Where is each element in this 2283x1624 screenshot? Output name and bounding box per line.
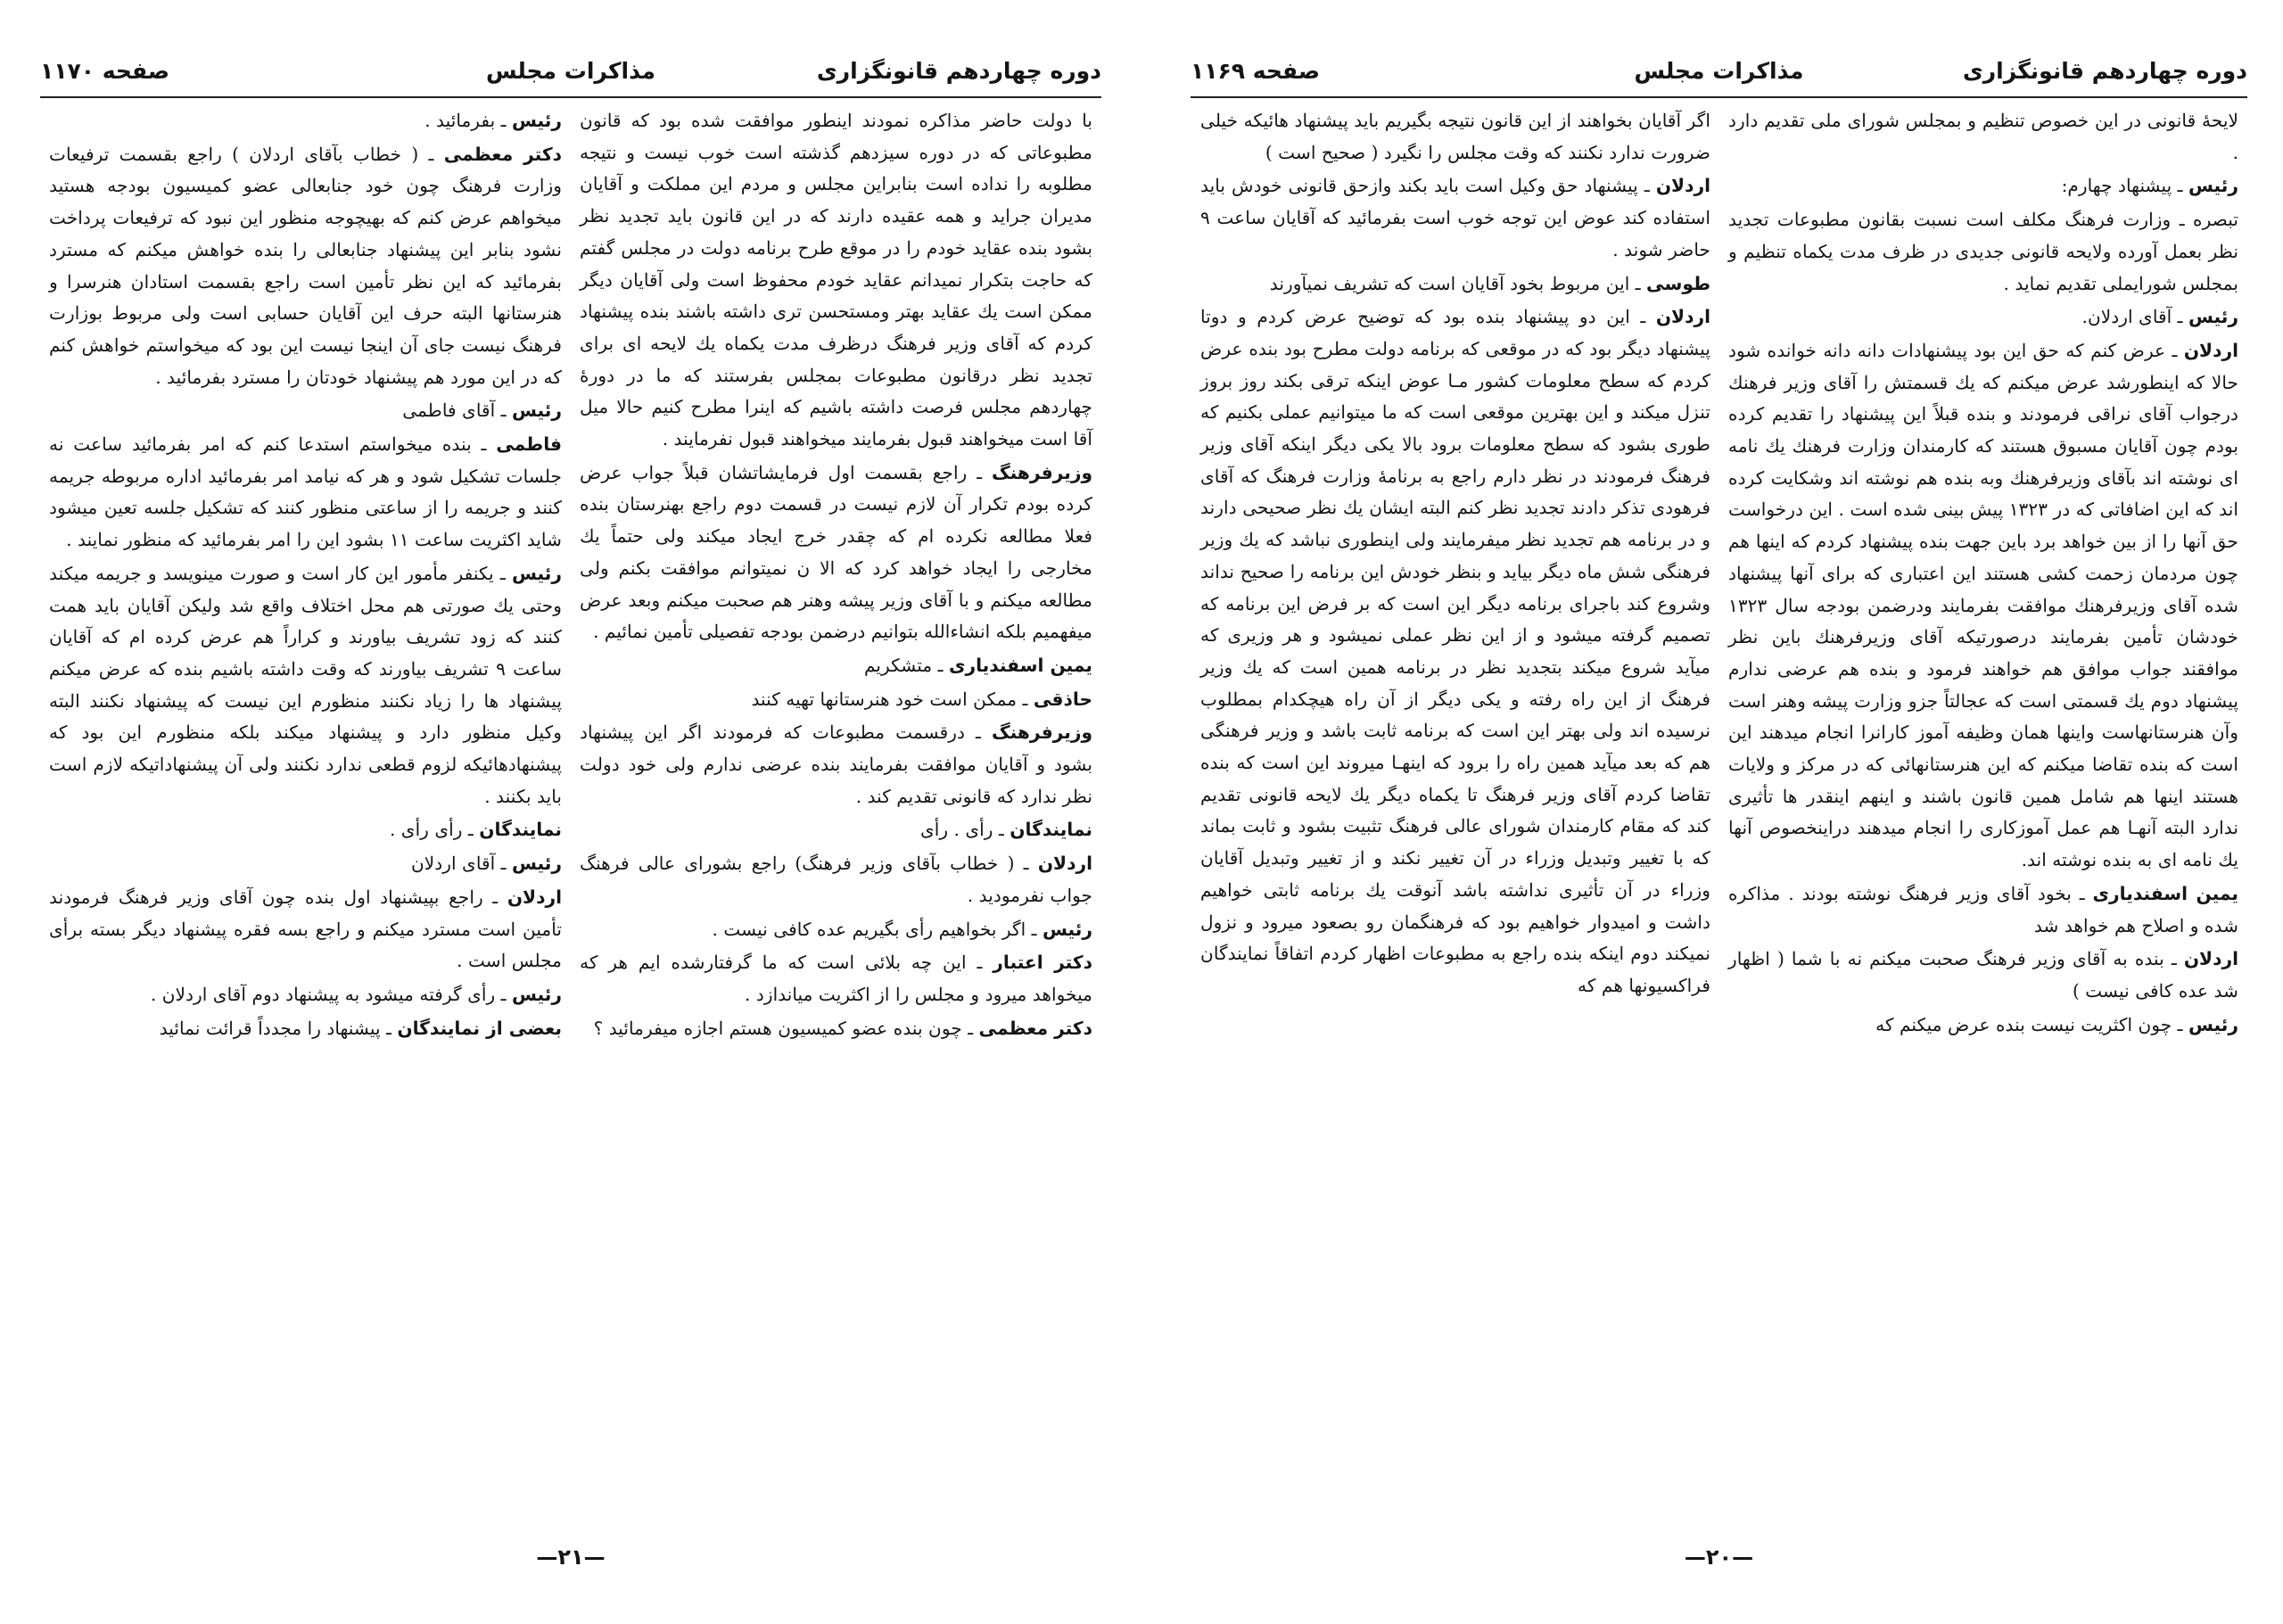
speech-text: ـ این مربوط بخود آقایان است که تشریف نمیآورند <box>1269 272 1647 294</box>
paragraph <box>580 1013 1092 1045</box>
folio: —۲۱— <box>536 1545 606 1570</box>
column-left <box>1191 105 1719 1507</box>
speaker-name: دکتر معظمی <box>443 143 562 165</box>
text-columns <box>1191 105 2247 1507</box>
speech-text: ـ بنده به آقای وزیر فرهنگ صحبت میکنم نه با شما ( اظهار شد عده کافی نیست ) <box>1728 948 2238 1002</box>
speech-text: ـ آقای اردلان <box>410 853 513 875</box>
speech-text: ـ رأی . رأی <box>919 819 1010 841</box>
journal-title: مذاکرات مجلس <box>1634 57 1804 84</box>
speech-text: ـ آقای فاطمی <box>402 400 513 422</box>
speaker-name: یمین اسفندیاری <box>948 654 1092 676</box>
speaker-name: رئیس <box>512 110 562 131</box>
speech-text: تبصره ـ وزارت فرهنگ مکلف است نسبت بقانون مطبوعات تجدید نظر بعمل آورده ولایحه قانونی جدیدی در ظرف مدت یکماه تنظیم و بمجلس شورایملی تقدیم نماید . <box>1728 209 2238 294</box>
speech-text: ـ ممکن است خود هنرستانها تهیه کنند <box>751 688 1034 710</box>
speech-text: ـ ( خطاب بآقای وزیر فرهنگ) راجع بشورای عالی فرهنگ جواب نفرمودید . <box>580 853 1092 906</box>
speaker-name: رئیس <box>2188 306 2238 328</box>
speaker-name: رئیس <box>2188 1013 2238 1035</box>
page-left <box>40 45 1101 1570</box>
paragraph <box>1200 268 1710 301</box>
paragraph <box>1728 170 2238 202</box>
speech-text: اگر آقایان بخواهند از این قانون نتیجه بگیریم باید پیشنهاد هائیکه خیلی ضرورت ندارد نکنند که وقت مجلس را نگیرد ( صحیح است ) <box>1200 110 1710 163</box>
speaker-name: رئیس <box>2188 175 2238 197</box>
paragraph <box>580 105 1092 456</box>
paragraph <box>1728 204 2238 300</box>
speech-text: ـ متشکریم <box>863 654 949 676</box>
speech-text: ـ این دو پیشنهاد بنده بود که توضیح عرض کردم و دوتا پیشنهاد دیگر بود که در موقعی که برنامه دولت مطرح بود بنده عرض کردم که سطح معلومات کشور مـا عوض اینکه ترقی بکند روز بروز تنزل میکند و این بهترین موقعی است که ما میتوانیم عملی بکنیم که طوری بشود که سطح معلومات برود بالا یکی دیگر اینکه آقای وزیر فرهنگ فرمودند در نظر دارم راجع به برنامهٔ وزارت فرهنگ که آقای فرهودی تذکر دادند تجدید نظر کنم البته ایشان یك نظر صحیحی دارند و در برنامه هم تجدید نظر میفرمایند ولی اینطوری نباشد که یك وزیر فرهنگی شش ماه دیگر بیاید و بنظر خودش این برنامه را صحیح نداند وشروع کند باجرای برنامه دیگر این است که بر فرض این برنامه که تصمیم گرفته میشود و از این نظر عملی نمیشود و هر وزیری که میآید شروع میکند بتجدید نظر در برنامه همین است که یك وزیر فرهنگ از این راه رفته و یکی دیگر از آن راه هیچکدام بمطلوب نرسیده اند ولی بهتر این است که برنامه ثابت باشد و وزیر فرهنگی هم که بعد میآید همین راه را برود که اینهـا میروند این است که بنده تقاضا کردم آقای وزیر فرهنگ تا یکماه دیگر یك لایحه قانونی تقدیم کند که مقام کارمندان شورای عالی فرهنگ تثبیت بشود و ثابت بماند که با تغییر وتبدیل وزراء در آن تغییر نکند و از تغییر وتبدیل آقایان وزراء در آن تأثیری نداشته باشد آنوقت یك برنامه ثابتی خواهیم داشت و امیدوار خواهیم بود که فرهنگمان رو بصعود میرود و نزول نمیکند دوم اینکه بنده راجع به مطبوعات اظهار کردم اتفاقاً نمایندگان فراکسیونها هم که <box>1200 306 1710 996</box>
paragraph <box>580 848 1092 911</box>
paragraph <box>1728 878 2238 942</box>
speaker-name: بعضی از نمایندگان <box>397 1017 562 1039</box>
speech-text: ـ بنده میخواستم استدعا کنم که امر بفرمائید ساعت نه جلسات تشکیل شود و هر که نیامد امر بفرمائید اداره مربوطه جریمه کنند و جریمه را از ساعتی منظور کنند که تشکیل جلسه تعین میشود شاید اکثریت ساعت ۱۱ بشود این را امر بفرمائید که منظور نمایند . <box>49 433 562 551</box>
paragraph <box>580 814 1092 846</box>
speaker-name: اردلان <box>2183 339 2238 361</box>
speech-text: ـ چون بنده عضو کمیسیون هستم اجازه میفرمائید ؟ <box>593 1017 979 1039</box>
paragraph <box>1728 105 2238 169</box>
speech-text: ـ یکنفر مأمور این کار است و صورت مینویسد و جریمه میکند وحتی یك صورتی هم محل اختلاف واقع شد ولیکن آقایان باید همت کنند که زود تشریف بیاورند و کراراً هم عرض کرده ام که آقایان ساعت ۹ تشریف بیاورند که وقت داشته باشیم بنده که عرض میکنم پیشنهاد ها را زیاد نکنند منظورم این نیست که پیشنهاد نکنند البته وکیل منظور دارد و پیشنهاد میکند بلکه منظورم این بود که پیشنهادهائیکه لزوم قطعی ندارد نکنند ولی آن پیشنهاداتیکه لازم است باید بکنند . <box>49 562 562 807</box>
speech-text: با دولت حاضر مذاکره نمودند اینطور موافقت شده بود که قانون مطبوعاتی که در دوره سیزدهم گذشته است خوب نیست و نتیجه مطلوبه را نداده است بنابراین مجلس و مردم این مملکت و آقایان مدیران جراید و همه عقیده دارند که در این قانون باید تجدید نظر بشود بنده عقاید خودم را در موقع طرح برنامه دولت در مجلس گفتم که حاجت بتکرار نمیدانم عقاید خودم محفوظ است ولی آقایان دیگر ممکن است یك عقاید بهتر ومستحسن تری داشته باشند بنده پیشنهاد کردم که آقای وزیر فرهنگ درظرف مدت یکماه یك لایحه ای برای تجدید نظر درقانون مطبوعات بمجلس بفرستند که ما در دورهٔ چهاردهم مجلس فرصت داشته باشیم که اینرا مطرح کنیم حالا میل آقا است میخواهند قبول بفرمایند میخواهند قبول نفرمایند . <box>580 110 1092 450</box>
paragraph <box>580 684 1092 716</box>
speech-text: ـ آقای اردلان. <box>2081 306 2189 328</box>
speaker-name: وزیرفرهنگ <box>992 721 1092 744</box>
speaker-name: اردلان <box>2183 948 2238 970</box>
paragraph <box>49 429 562 556</box>
speech-text: ـ پیشنهاد حق وکیل است باید بکند وازحق قانونی خودش باید استفاده کند عوض این توجه خوب است بفرمائید که آقایان ساعت ۹ حاضر شوند . <box>1200 175 1710 260</box>
period-label: دوره چهاردهم قانونگزاری <box>816 57 1101 84</box>
speaker-name: اردلان <box>1037 853 1092 875</box>
column-right <box>1719 105 2247 1507</box>
paragraph <box>49 558 562 813</box>
page-number-label: صفحه ۱۱۷۰ <box>40 57 170 84</box>
speaker-name: نمایندگان <box>479 819 562 841</box>
paragraph <box>1728 944 2238 1007</box>
speech-text: ـ بفرمائید . <box>424 110 513 131</box>
paragraph <box>1728 1010 2238 1042</box>
paragraph <box>580 914 1092 946</box>
paragraph <box>1200 170 1710 266</box>
paragraph <box>49 848 562 880</box>
page-right <box>1191 45 2247 1570</box>
speaker-name: یمین اسفندیاری <box>2092 882 2238 904</box>
speech-text: ـ راجع بپیشنهاد اول بنده چون آقای وزیر فرهنگ فرمودند تأمین است مسترد میکنم و راجع بسه فقره پیشنهاد دیگر بسته برأی مجلس است . <box>49 886 562 972</box>
paragraph <box>1728 301 2238 334</box>
paragraph <box>49 979 562 1011</box>
speech-text: لایحهٔ قانونی در این خصوص تنظیم و بمجلس شورای ملی تقدیم دارد . <box>1728 110 2238 163</box>
paragraph <box>49 1013 562 1045</box>
column-left <box>40 105 571 1507</box>
period-label: دوره چهاردهم قانونگزاری <box>1962 57 2247 84</box>
paragraph <box>49 139 562 394</box>
page-number-label: صفحه ۱۱۶۹ <box>1191 57 1321 84</box>
page-header <box>40 45 1101 98</box>
paragraph <box>580 650 1092 682</box>
paragraph <box>49 395 562 427</box>
speech-text: ـ درقسمت مطبوعات که فرمودند اگر این پیشنهاد بشود و آقایان موافقت بفرمایند بنده عرضی ندارم ولی خود دولت نظر ندارد که قانونی تقدیم کند . <box>580 721 1092 807</box>
speaker-name: اردلان <box>1655 306 1710 328</box>
speaker-name: رئیس <box>1043 918 1092 940</box>
speaker-name: اردلان <box>507 886 562 908</box>
speaker-name: رئیس <box>512 562 562 584</box>
paragraph <box>1200 301 1710 1002</box>
paragraph <box>49 814 562 846</box>
paragraph <box>580 458 1092 648</box>
speech-text: ـ رأی رأی . <box>389 819 480 841</box>
speaker-name: فاطمی <box>496 433 562 456</box>
speaker-name: رئیس <box>512 400 562 422</box>
speaker-name: اردلان <box>1655 175 1710 197</box>
paragraph <box>580 717 1092 812</box>
speaker-name: حاذقی <box>1033 688 1092 710</box>
paragraph <box>580 947 1092 1010</box>
speech-text: ـ راجع بقسمت اول فرمایشاتشان قبلاً جواب عرض کرده بودم تکرار آن لازم نیست در قسمت دوم راجع بهنرستان بنده فعلا مطالعه نکرده ام که چقدر خرج ایجاد میکند ولی حتماً یك مخارجی را ایجاد خواهد کرد که الا ن نمیتوانم موافقت بکنم ولی مطالعه میکنم و با آقای وزیر پیشه وهنر هم صحبت میکنم وبعد عرض میفهمیم بلکه انشاءالله بتوانیم درضمن بودجه تفصیلی تأمین نمائیم . <box>580 461 1092 643</box>
speaker-name: نمایندگان <box>1010 819 1092 841</box>
speech-text: ـ پیشنهاد چهارم: <box>2061 175 2189 197</box>
speech-text: ـ پیشنهاد را مجدداً قرائت نمائید <box>159 1017 398 1039</box>
folio: —۲۰— <box>1684 1545 1754 1570</box>
journal-title: مذاکرات مجلس <box>485 57 655 84</box>
speech-text: ـ رأی گرفته میشود به پیشنهاد دوم آقای اردلان . <box>150 983 513 1005</box>
speaker-name: دکتر معظمی <box>978 1017 1092 1039</box>
paragraph <box>1728 335 2238 877</box>
paragraph <box>49 882 562 977</box>
column-right <box>571 105 1101 1507</box>
speech-text: ـ این چه بلائی است که ما گرفتارشده ایم هر که میخواهد میرود و مجلس را از اکثریت میاندازد . <box>580 952 1092 1005</box>
speech-text: ـ عرض کنم که حق این بود پیشنهادات دانه دانه خوانده شود حالا که اینطورشد عرض میکنم که یك قسمتش را آقای وزیر فرهنك درجواب آقای نراقی فرمودند و بنده قبلاً این پیشنهاد را تقدیم کرده بودم چون آقایان مسبوق هستند که کارمندان وزارت فرهنك یك نامه ای نوشته اند بآقای وزیرفرهنك وبه بنده هم نوشته اند وشکایت کرده اند که این اضافاتی که در ۱۳۲۳ پیش بینی شده است . این درخواست حق آنها را از بین خواهد برد باین جهت بنده پیشنهاد کردم که اینها هم چون مردمان زحمت کشی هستند این اعتباری که برای آنها پیشنهاد شده آقای وزیرفرهنك موافقت بفرمایند ودرضمن بودجه سال ۱۳۲۳ خودشان تأمین بفرمایند درصورتیکه آقای وزیرفرهنك باین نظر موافقند جواب موافق هم خواهند فرمود و بنده هم عرضی ندارم پیشنهاد دوم یك قسمتی است که عجالتاً جزو وزارت پیشه وهنر است وآن هنرستانهاست واینها همان وظیفه آموز کارانرا انجام میدهند این است که بنده تقاضا میکنم که این هنرستانهائی که در مرکز و ولایات هستند اینها هم شامل همین قانون باشند و اینهم اینقدر ها تأثیری ندارد البته آنهـا هم عمل آموزکاری را انجام میدهند دراینخصوص آنها یك نامه ای به بنده نوشته اند. <box>1728 339 2238 871</box>
speaker-name: وزیرفرهنگ <box>992 461 1092 483</box>
speaker-name: رئیس <box>512 853 562 875</box>
speech-text: ـ بخود آقای وزیر فرهنگ نوشته بودند . مذاکره شده و اصلاح هم خواهد شد <box>1728 882 2238 936</box>
speaker-name: طوسی <box>1646 272 1710 294</box>
paragraph <box>1200 105 1710 169</box>
speech-text: ـ چون اکثریت نیست بنده عرض میکنم که <box>1875 1013 2189 1035</box>
speaker-name: دکتر اعتبار <box>993 952 1092 974</box>
text-columns <box>40 105 1101 1507</box>
speaker-name: رئیس <box>512 983 562 1005</box>
speech-text: ـ اگر بخواهیم رأی بگیریم عده کافی نیست . <box>712 918 1043 940</box>
speech-text: ـ ( خطاب بآقای اردلان ) راجع بقسمت ترفیعات وزارت فرهنگ چون خود جنابعالی عضو کمیسیون بودجه هستید میخواهم عرض کنم که بهیچوجه منظور این نبود که ترفیعات پرداخت نشود بنابر این پیشنهاد جنابعالی را بنده خواهش میکنم که مسترد بفرمائید که این نظر تأمین است راجع بقسمت استادان هنرسرا و هنرستانها البته حرف این آقایان حسابی است ولی مربوط بوزارت فرهنگ نیست جای آن اینجا نیست این بود که میخواستم خواهش کنم که در این مورد هم پیشنهاد خودتان را مسترد بفرمائید . <box>49 143 562 388</box>
page-header <box>1191 45 2247 98</box>
paragraph <box>49 105 562 137</box>
